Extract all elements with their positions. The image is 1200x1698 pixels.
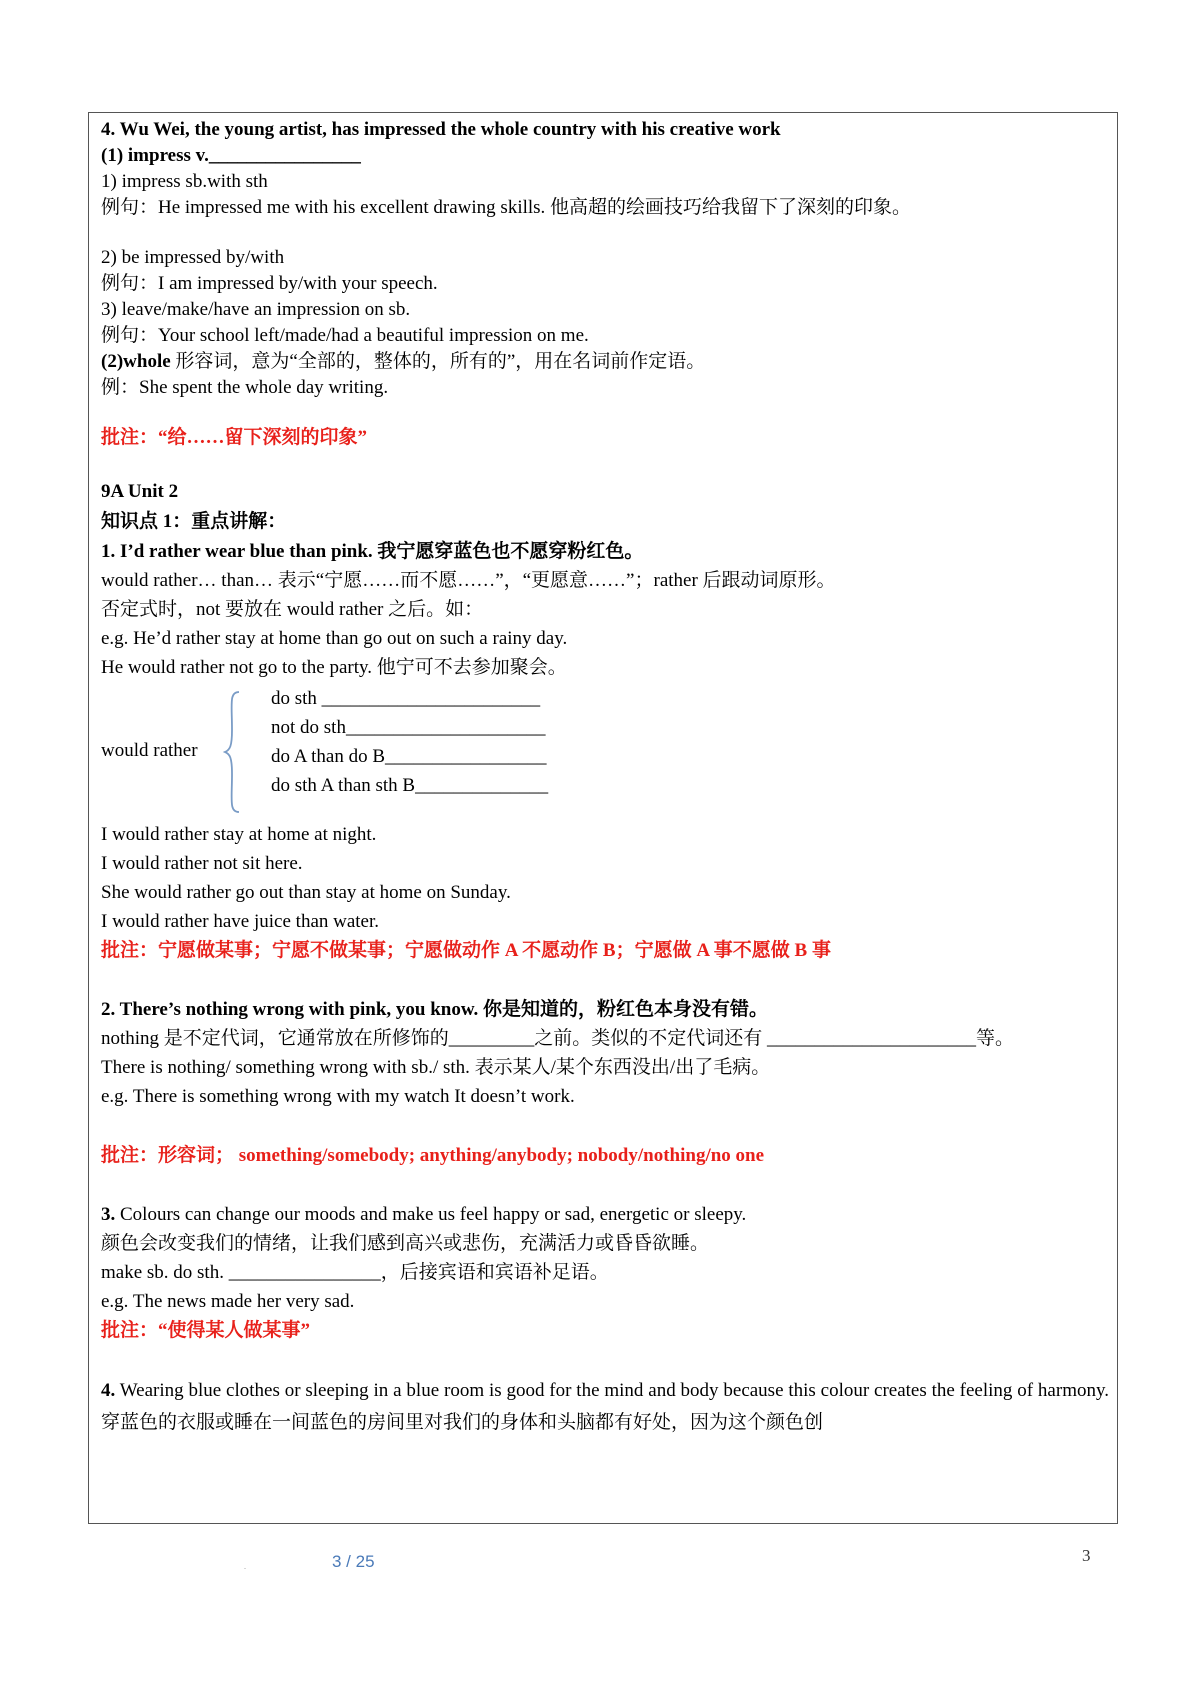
section4-note: 批注：“给……留下深刻的印象”: [101, 427, 368, 448]
curly-brace-icon: [223, 690, 243, 814]
point1-title: 1. I’d rather wear blue than pink. 我宁愿穿蓝色也不愿穿粉红色。: [101, 541, 644, 562]
point3-line3: e.g. The news made her very sad.: [101, 1291, 355, 1312]
section4-example3: 例句：Your school left/made/had a beautiful impression on me.: [101, 325, 589, 346]
would-rather-item: do sth A than sth B______________: [271, 775, 549, 796]
knowledge-point-heading: 知识点 1：重点讲解：: [101, 511, 287, 532]
point4-text: Wearing blue clothes or sleeping in a blue room is good for the mind and body because this colour creates the feeling of harmony. 穿蓝色的衣服或睡在一间蓝色的房间里对我们的身体和头脑都有好处，因为这个颜色创: [101, 1380, 1109, 1433]
would-rather-diagram: [101, 686, 1111, 816]
point3-title: [101, 1200, 1111, 1229]
section4-sub2: [101, 349, 1111, 375]
point2-line3: e.g. There is something wrong with my watch It doesn’t work.: [101, 1086, 575, 1107]
point2-line1: nothing 是不定代词，它通常放在所修饰的_________之前。类似的不定代词还有 ______________________等。: [101, 1028, 1015, 1049]
page-number: 3: [1082, 1546, 1091, 1565]
point3-title-text: Colours can change our moods and make us feel happy or sad, energetic or sleepy.: [115, 1204, 747, 1225]
would-rather-item: do sth _______________________: [271, 688, 541, 709]
point1-line2: 否定式时，not 要放在 would rather 之后。如：: [101, 599, 484, 620]
page-indicator: 3 / 25: [332, 1552, 375, 1571]
section4-item1: 1) impress sb.with sth: [101, 171, 268, 192]
point1-line3: e.g. He’d rather stay at home than go out on such a rainy day.: [101, 628, 568, 649]
point1-example3: She would rather go out than stay at home on Sunday.: [101, 882, 511, 903]
unit-title: 9A Unit 2: [101, 481, 179, 502]
point2-note: 批注：形容词； something/somebody; anything/anybody; nobody/nothing/no one: [101, 1145, 765, 1166]
section4-item3: 3) leave/make/have an impression on sb.: [101, 299, 411, 320]
section4-sub1: (1) impress v.________________: [101, 145, 361, 166]
point1-example1: I would rather stay at home at night.: [101, 824, 377, 845]
point3-number: 3.: [101, 1204, 116, 1225]
section4-example2: 例句：I am impressed by/with your speech.: [101, 273, 438, 294]
section4-item2: 2) be impressed by/with: [101, 247, 285, 268]
section4-title: 4. Wu Wei, the young artist, has impressed the whole country with his creative work: [101, 119, 781, 140]
document-content: [101, 117, 1111, 1439]
point3-line1: 颜色会改变我们的情绪，让我们感到高兴或悲伤，充满活力或昏昏欲睡。: [101, 1233, 710, 1254]
point1-example4: I would rather have juice than water.: [101, 911, 380, 932]
point2-title: 2. There’s nothing wrong with pink, you know. 你是知道的，粉红色本身没有错。: [101, 999, 769, 1020]
point4-paragraph: [101, 1375, 1109, 1439]
point1-note: 批注：宁愿做某事；宁愿不做某事；宁愿做动作 A 不愿动作 B；宁愿做 A 事不愿做 B 事: [101, 940, 831, 961]
point3-note: 批注：“使得某人做某事”: [101, 1320, 311, 1341]
point2-line2: There is nothing/ something wrong with sb./ sth. 表示某人/某个东西没出/出了毛病。: [101, 1057, 771, 1078]
would-rather-item: not do sth_____________________: [271, 717, 546, 738]
would-rather-label: would rather: [101, 740, 198, 761]
point1-example2: I would rather not sit here.: [101, 853, 303, 874]
section4-example1: 例句：He impressed me with his excellent drawing skills. 他高超的绘画技巧给我留下了深刻的印象。: [101, 197, 912, 218]
would-rather-item: do A than do B_________________: [271, 746, 547, 767]
point4-number: 4.: [101, 1380, 116, 1401]
point1-line4: He would rather not go to the party. 他宁可不去参加聚会。: [101, 657, 567, 678]
section4-example4: 例：She spent the whole day writing.: [101, 377, 389, 398]
document-frame: [88, 112, 1118, 1524]
point3-line2: make sb. do sth. ________________，后接宾语和宾语补足语。: [101, 1262, 609, 1283]
section4-sub2-rest: 形容词，意为“全部的，整体的，所有的”，用在名词前作定语。: [170, 351, 706, 372]
footer-dot: .: [244, 1562, 246, 1571]
point1-line1: would rather… than… 表示“宁愿……而不愿……”，“更愿意……”；rather 后跟动词原形。: [101, 570, 836, 591]
section4-sub2-bold: (2)whole: [101, 351, 171, 372]
